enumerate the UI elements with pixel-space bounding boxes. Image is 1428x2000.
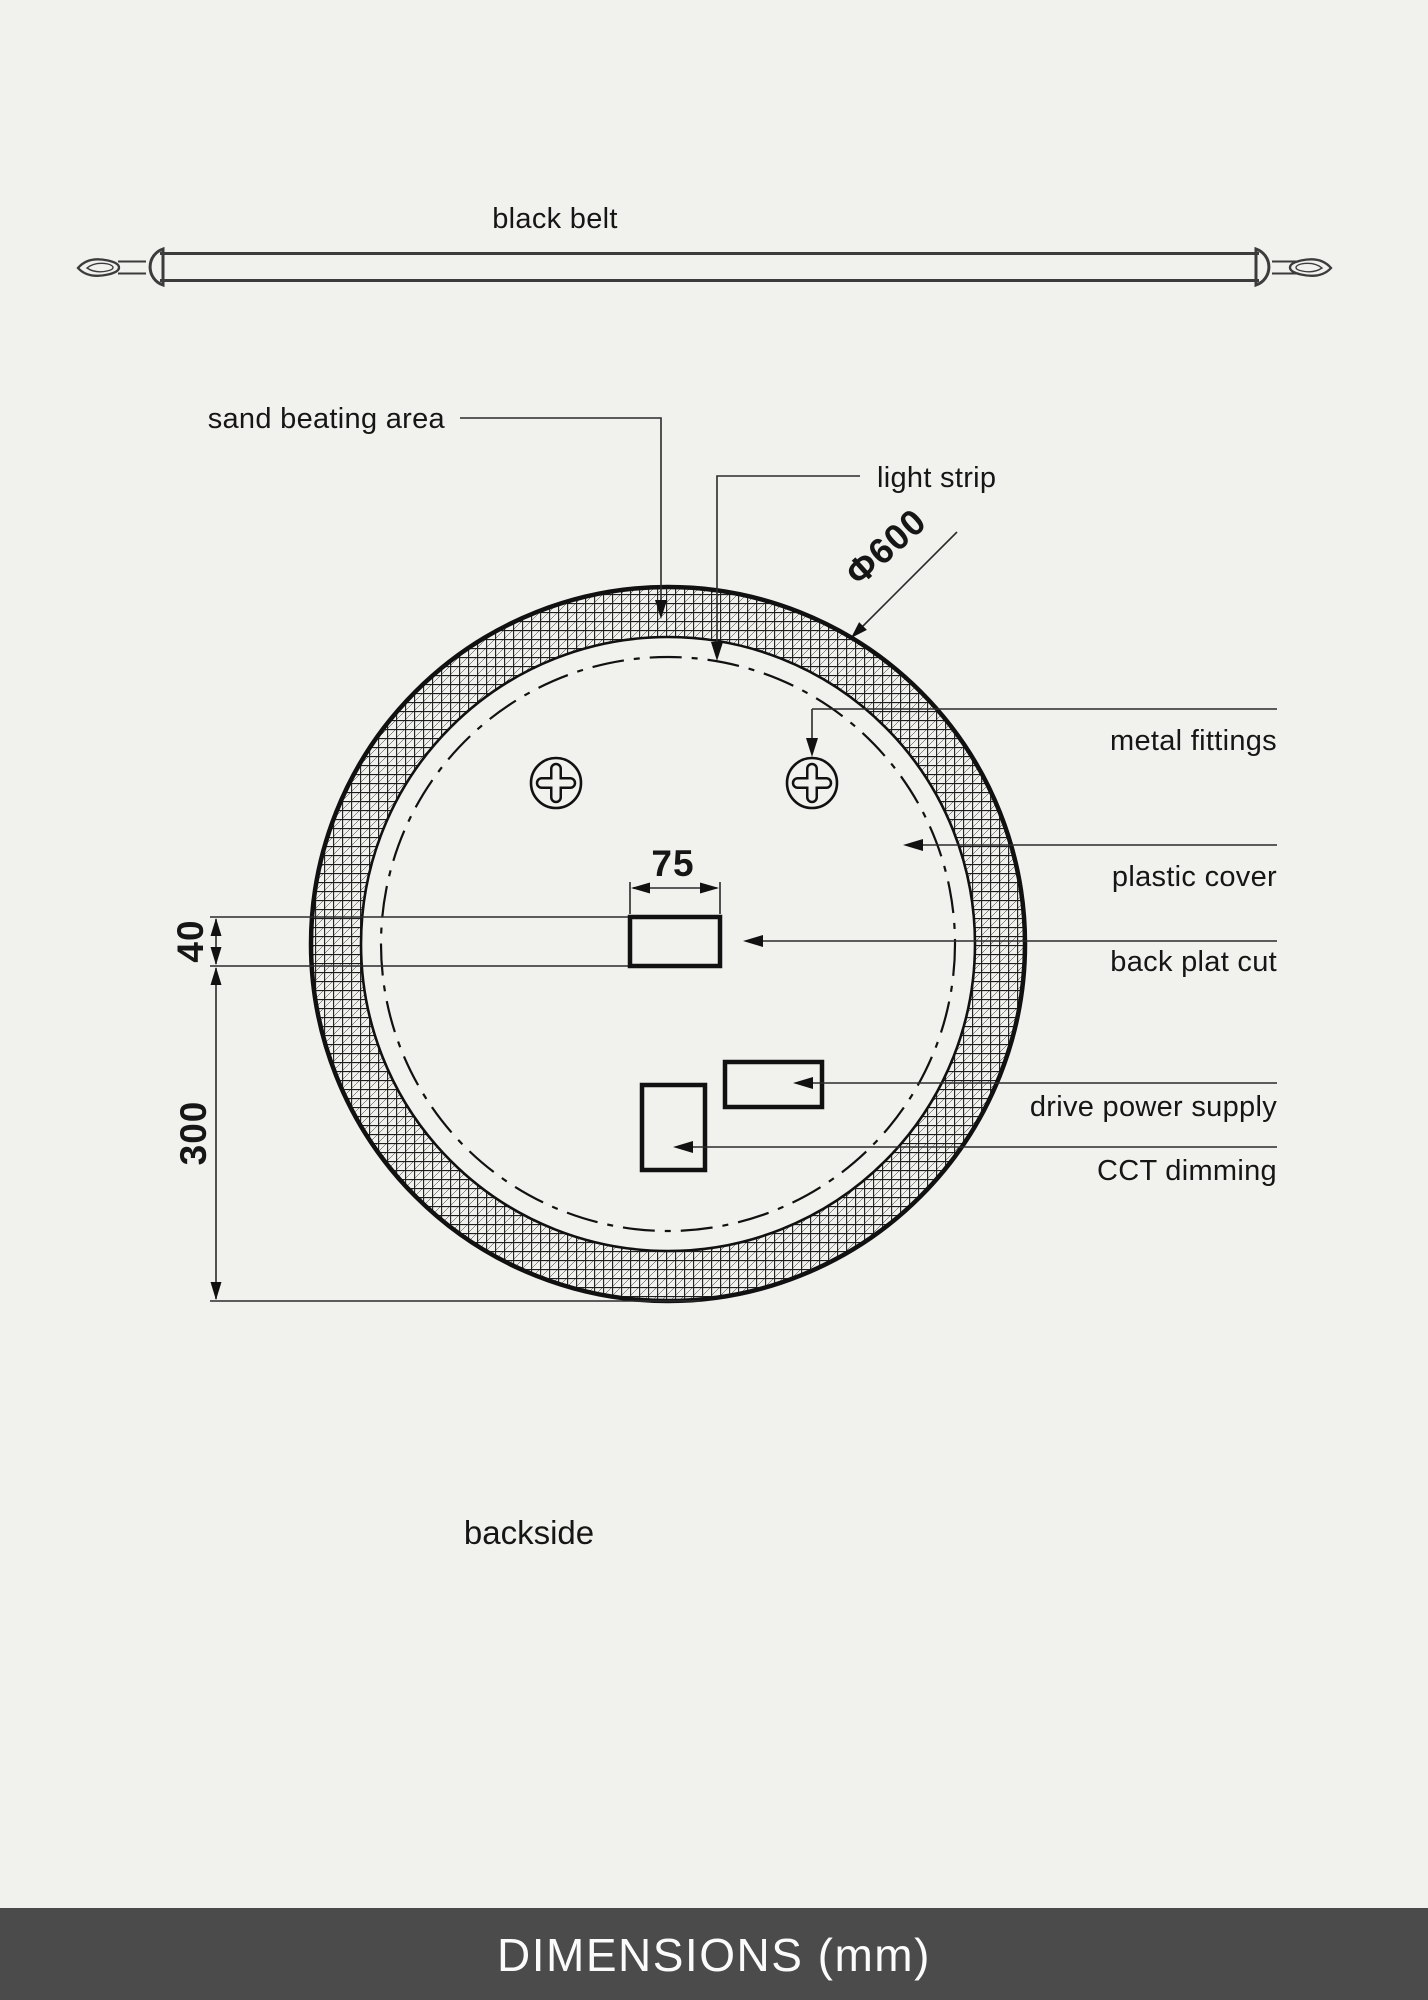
footer-bar [0,1908,1428,2000]
callout-diameter [837,500,957,638]
back-plat-cut-label: back plat cut [1110,946,1277,978]
arrowhead-up [211,918,222,936]
belt-right-eyelet-inner [1296,263,1322,271]
diameter-label: Φ600 [837,500,935,594]
metal-fittings-label: metal fittings [1110,725,1277,757]
arrowhead-left [631,883,650,894]
arrowhead-down [711,642,723,661]
sand-beating-ring-hatch [336,612,1000,1276]
mirror-backside-view [210,587,1025,1301]
dimension-300-value: 300 [173,1100,214,1166]
light-strip-label: light strip [877,462,997,494]
phillips-cross-icon [537,764,575,802]
callout-cct-dimming [673,1141,1277,1187]
arrowhead-down [211,947,222,965]
callout-sand-beating-area [208,403,667,619]
drive-power-supply-label: drive power supply [1029,1091,1277,1123]
phillips-cross-icon [793,764,831,802]
black-belt-label: black belt [492,203,618,235]
leader-line [460,418,661,602]
dimension-75 [630,843,720,914]
sand-beating-area-label: sand beating area [207,403,445,435]
inner-frame-circle [361,637,975,1251]
cct-dimming-rect [642,1085,705,1170]
arrowhead-down [211,1282,222,1300]
arrowhead-right [700,883,719,894]
dimension-40-value: 40 [170,919,211,963]
arrowhead-left [673,1141,693,1153]
black-belt-drawing [78,203,1331,285]
dimension-40 [170,918,222,965]
belt-left-eyelet-inner [87,263,113,271]
dimension-75-value: 75 [651,843,695,884]
metal-fitting-left [531,758,581,808]
callout-drive-power-supply [793,1077,1277,1123]
arrowhead-left [903,839,923,851]
cct-dimming-label: CCT dimming [1096,1155,1277,1187]
view-caption: backside [463,1514,595,1551]
arrowhead-left [743,935,763,947]
light-strip-circle [381,657,955,1231]
cable-slot-rect [630,917,720,966]
metal-fitting-right [787,758,837,808]
arrowhead-down [806,738,818,757]
arrowhead-left [793,1077,813,1089]
footer-title: DIMENSIONS (mm) [497,1929,931,1981]
arrowhead-up [211,967,222,985]
plastic-cover-label: plastic cover [1111,861,1277,893]
